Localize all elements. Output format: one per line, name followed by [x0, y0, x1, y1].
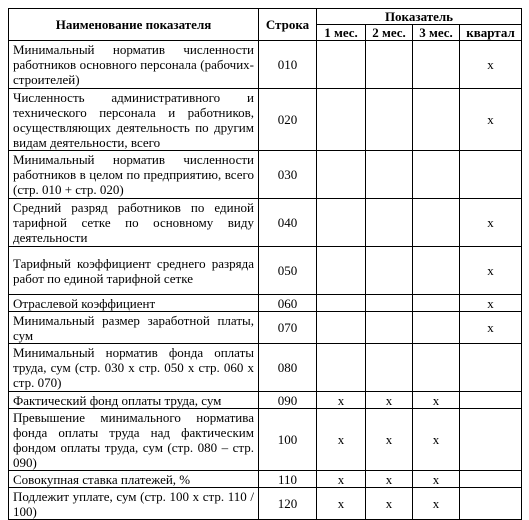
row-quarter: [460, 344, 522, 392]
table-row: [9, 151, 522, 199]
table-row: [9, 247, 522, 295]
row-code: 110: [259, 471, 317, 488]
row-code: 100: [259, 409, 317, 471]
table-row: [9, 41, 522, 89]
row-quarter: x: [460, 247, 522, 295]
row-code: 050: [259, 247, 317, 295]
row-code: 030: [259, 151, 317, 199]
row-month-3: [413, 199, 460, 247]
header-month-2: 2 мес.: [366, 25, 413, 41]
row-month-1: [317, 41, 366, 89]
row-quarter: x: [460, 199, 522, 247]
row-month-2: [366, 151, 413, 199]
table-row: [9, 199, 522, 247]
header-row-code: Строка: [259, 9, 317, 41]
row-code: 080: [259, 344, 317, 392]
row-month-2: [366, 312, 413, 344]
row-month-2: [366, 41, 413, 89]
table-row: [9, 488, 522, 520]
row-name: Превышение минимального норматива фонда оплаты труда над фактическим фондом оплаты труда, сум (стр. 080 – стр. 090): [9, 409, 259, 471]
row-month-3: [413, 151, 460, 199]
row-month-3: x: [413, 471, 460, 488]
row-month-1: [317, 151, 366, 199]
row-name: Тарифный коэффициент среднего разряда работ по единой тарифной сетке: [9, 247, 259, 295]
row-quarter: [460, 392, 522, 409]
row-month-1: x: [317, 488, 366, 520]
row-quarter: [460, 409, 522, 471]
table-row: [9, 312, 522, 344]
row-month-3: [413, 247, 460, 295]
row-code: 040: [259, 199, 317, 247]
table-row: [9, 392, 522, 409]
header-quarter: квартал: [460, 25, 522, 41]
row-quarter: x: [460, 312, 522, 344]
row-month-3: x: [413, 488, 460, 520]
row-code: 120: [259, 488, 317, 520]
row-month-3: [413, 344, 460, 392]
row-month-2: [366, 89, 413, 151]
row-month-2: x: [366, 471, 413, 488]
row-quarter: [460, 151, 522, 199]
row-month-2: x: [366, 392, 413, 409]
row-month-1: [317, 312, 366, 344]
table-row: [9, 409, 522, 471]
row-month-3: [413, 41, 460, 89]
row-quarter: x: [460, 89, 522, 151]
row-month-1: [317, 344, 366, 392]
row-month-2: [366, 344, 413, 392]
row-month-1: x: [317, 409, 366, 471]
row-month-3: [413, 312, 460, 344]
row-name: Совокупная ставка платежей, %: [9, 471, 259, 488]
row-code: 060: [259, 295, 317, 312]
row-name: Отраслевой коэффициент: [9, 295, 259, 312]
row-quarter: [460, 488, 522, 520]
row-month-2: x: [366, 488, 413, 520]
row-month-3: [413, 89, 460, 151]
row-name: Минимальный норматив численности работников в целом по предприятию, всего (стр. 010 + стр. 020): [9, 151, 259, 199]
row-name: Численность административного и технического персонала и работников, осуществляющих деятельность по другим видам деятельности, всего: [9, 89, 259, 151]
row-name: Подлежит уплате, сум (стр. 100 х стр. 110 / 100): [9, 488, 259, 520]
row-quarter: x: [460, 295, 522, 312]
row-quarter: [460, 471, 522, 488]
row-name: Минимальный норматив численности работников основного персонала (рабочих-строителей): [9, 41, 259, 89]
row-month-2: [366, 199, 413, 247]
row-name: Фактический фонд оплаты труда, сум: [9, 392, 259, 409]
row-code: 020: [259, 89, 317, 151]
row-quarter: x: [460, 41, 522, 89]
row-month-1: [317, 199, 366, 247]
row-code: 010: [259, 41, 317, 89]
row-month-1: [317, 295, 366, 312]
row-name: Минимальный размер заработной платы, сум: [9, 312, 259, 344]
row-month-2: [366, 247, 413, 295]
row-name: Средний разряд работников по единой тарифной сетке по основному виду деятельности: [9, 199, 259, 247]
row-month-1: x: [317, 471, 366, 488]
table-row: [9, 89, 522, 151]
header-indicator: Показатель: [317, 9, 522, 25]
table-row: [9, 471, 522, 488]
header-month-1: 1 мес.: [317, 25, 366, 41]
row-month-1: [317, 89, 366, 151]
header-name: Наименование показателя: [9, 9, 259, 41]
row-month-1: x: [317, 392, 366, 409]
row-code: 090: [259, 392, 317, 409]
indicator-table: [8, 8, 522, 520]
table-row: [9, 295, 522, 312]
table-row: [9, 344, 522, 392]
row-month-3: x: [413, 392, 460, 409]
row-month-2: x: [366, 409, 413, 471]
row-month-1: [317, 247, 366, 295]
row-month-3: x: [413, 409, 460, 471]
row-month-3: [413, 295, 460, 312]
row-month-2: [366, 295, 413, 312]
header-month-3: 3 мес.: [413, 25, 460, 41]
row-name: Минимальный норматив фонда оплаты труда, сум (стр. 030 х стр. 050 х стр. 060 х стр. 070): [9, 344, 259, 392]
row-code: 070: [259, 312, 317, 344]
